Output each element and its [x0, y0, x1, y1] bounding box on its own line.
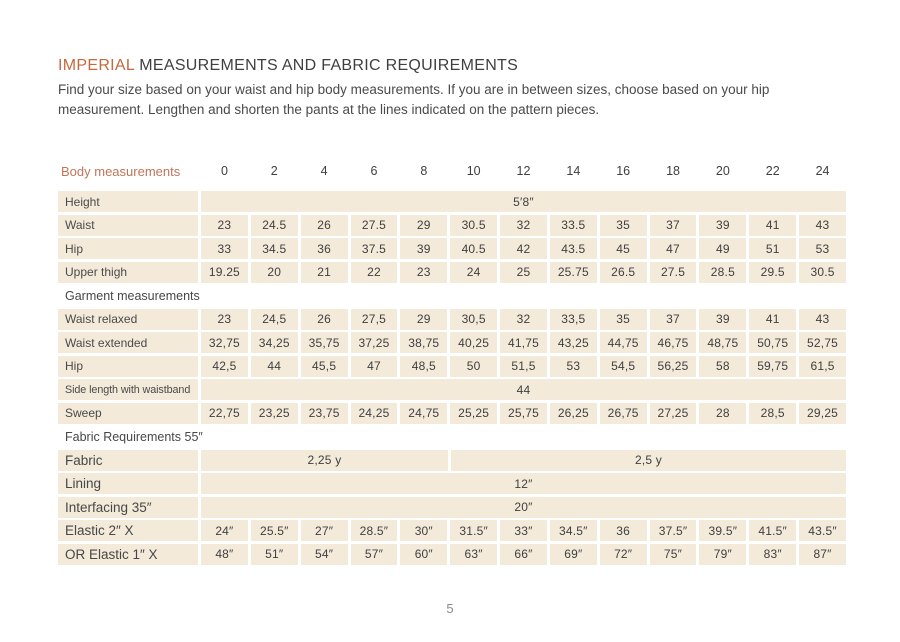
row-label: Height: [58, 191, 198, 212]
value-cell: 35: [600, 215, 647, 236]
value-cell: 45,5: [301, 356, 348, 377]
value-cell: 27,25: [650, 403, 697, 424]
value-cell: 38,75: [400, 332, 447, 353]
size-column-header: 18: [666, 164, 680, 178]
value-cell: 29,25: [799, 403, 846, 424]
value-cell: 43: [799, 215, 846, 236]
value-cell: 40,25: [450, 332, 497, 353]
table-row: [58, 520, 846, 541]
value-cell: 26.5: [600, 262, 647, 283]
size-column-header: 8: [420, 164, 428, 178]
value-cell: 56,25: [650, 356, 697, 377]
value-cell: 21: [301, 262, 348, 283]
value-cell: 33″: [500, 520, 547, 541]
size-column-header: 4: [320, 164, 328, 178]
value-cell: 46,75: [650, 332, 697, 353]
size-column-header: 0: [220, 164, 228, 178]
value-cell: 63″: [450, 544, 497, 565]
value-cell: 24,75: [400, 403, 447, 424]
row-label: Waist extended: [58, 332, 198, 353]
value-cell: 51″: [251, 544, 298, 565]
value-cell: 79″: [699, 544, 746, 565]
size-column-header: 20: [715, 164, 730, 178]
size-column-header: 6: [370, 164, 378, 178]
value-cell: 20: [251, 262, 298, 283]
title-accent: IMPERIAL: [58, 57, 135, 74]
table-row: [58, 544, 846, 565]
value-cell: 19.25: [201, 262, 248, 283]
value-cell: 58: [699, 356, 746, 377]
page-number: 5: [446, 601, 454, 616]
table-row: [58, 215, 846, 236]
value-cell: 39: [699, 309, 746, 330]
row-label: Side length with waistband: [58, 379, 198, 400]
size-column-header: 22: [765, 164, 780, 178]
section-row: [58, 426, 846, 447]
value-cell: 27,5: [351, 309, 398, 330]
value-cell: 37.5″: [650, 520, 697, 541]
value-cell: 54,5: [600, 356, 647, 377]
value-cell: 43: [799, 309, 846, 330]
row-label: Fabric: [58, 450, 198, 471]
value-cell: 83″: [749, 544, 796, 565]
size-column-header: 16: [616, 164, 631, 178]
value-cell: 23,75: [301, 403, 348, 424]
value-cell: 48,75: [699, 332, 746, 353]
value-cell: 48″: [201, 544, 248, 565]
value-cell: 44: [251, 356, 298, 377]
value-cell: 27.5: [351, 215, 398, 236]
value-cell: 50,75: [749, 332, 796, 353]
value-cell: 41.5″: [749, 520, 796, 541]
section-row: [58, 285, 846, 306]
size-column-header: 24: [815, 164, 830, 178]
value-cell: 33,5: [550, 309, 597, 330]
value-cell: 25: [500, 262, 547, 283]
value-cell: 30,5: [450, 309, 497, 330]
value-cell: 32,75: [201, 332, 248, 353]
value-cell: 51,5: [500, 356, 547, 377]
table-row: [58, 473, 846, 494]
value-cell: 33.5: [550, 215, 597, 236]
value-cell: 23: [201, 215, 248, 236]
value-cell: 24,25: [351, 403, 398, 424]
value-cell: 66″: [500, 544, 547, 565]
table-header-row: [58, 160, 846, 182]
size-column-header: 10: [466, 164, 481, 178]
value-cell: 41: [749, 215, 796, 236]
value-cell: 49: [699, 238, 746, 259]
value-cell: 25,25: [450, 403, 497, 424]
size-column-header: 2: [270, 164, 278, 178]
value-cell: 23,25: [251, 403, 298, 424]
value-cell: 29: [400, 309, 447, 330]
table-row: [58, 262, 846, 283]
value-cell: 24″: [201, 520, 248, 541]
merged-value-cell: 20″: [201, 497, 846, 518]
value-cell: 60″: [400, 544, 447, 565]
page-title: [58, 57, 518, 75]
value-cell: 30.5: [450, 215, 497, 236]
value-cell: 39: [400, 238, 447, 259]
value-cell: 40.5: [450, 238, 497, 259]
value-cell: 26,75: [600, 403, 647, 424]
value-cell: 26,25: [550, 403, 597, 424]
value-cell: 32: [500, 309, 547, 330]
size-column-header: 14: [566, 164, 581, 178]
value-cell: 23: [201, 309, 248, 330]
value-cell: 37: [650, 309, 697, 330]
table-row: [58, 379, 846, 400]
value-cell: 72″: [600, 544, 647, 565]
value-cell: 50: [450, 356, 497, 377]
table-row: [58, 309, 846, 330]
value-cell: 23: [400, 262, 447, 283]
value-cell: 28,5: [749, 403, 796, 424]
value-cell: 41,75: [500, 332, 547, 353]
value-cell: 39: [699, 215, 746, 236]
size-column-header: 12: [516, 164, 531, 178]
value-cell: 22: [351, 262, 398, 283]
table-row: [58, 191, 846, 212]
value-cell: 75″: [650, 544, 697, 565]
value-cell: 57″: [351, 544, 398, 565]
value-cell: 48,5: [400, 356, 447, 377]
value-cell: 29.5: [749, 262, 796, 283]
row-label: OR Elastic 1″ X: [58, 544, 198, 565]
value-cell: 51: [749, 238, 796, 259]
value-cell: 30.5: [799, 262, 846, 283]
value-cell: 32: [500, 215, 547, 236]
value-cell: 28.5: [699, 262, 746, 283]
value-cell: 43.5″: [799, 520, 846, 541]
value-cell: 39.5″: [699, 520, 746, 541]
value-cell: 45: [600, 238, 647, 259]
merged-value-cell: 12″: [201, 473, 846, 494]
value-cell: 35: [600, 309, 647, 330]
section-label: Garment measurements: [65, 288, 200, 303]
value-cell: 61,5: [799, 356, 846, 377]
value-cell: 36: [600, 520, 647, 541]
value-cell: 37,25: [351, 332, 398, 353]
value-cell: 53: [550, 356, 597, 377]
table-row: [58, 403, 846, 424]
value-cell: 31.5″: [450, 520, 497, 541]
value-cell: 26: [301, 309, 348, 330]
row-label: Elastic 2″ X: [58, 520, 198, 541]
value-cell: 44,75: [600, 332, 647, 353]
table-row: [58, 356, 846, 377]
table-row: [58, 497, 846, 518]
value-cell: 27″: [301, 520, 348, 541]
row-label: Hip: [58, 356, 198, 377]
merged-value-cell: 2,25 y: [201, 450, 448, 471]
value-cell: 28.5″: [351, 520, 398, 541]
value-cell: 30″: [400, 520, 447, 541]
value-cell: 28: [699, 403, 746, 424]
value-cell: 53: [799, 238, 846, 259]
value-cell: 29: [400, 215, 447, 236]
merged-value-cell: 2,5 y: [451, 450, 846, 471]
value-cell: 24.5: [251, 215, 298, 236]
value-cell: 36: [301, 238, 348, 259]
value-cell: 37.5: [351, 238, 398, 259]
value-cell: 43.5: [550, 238, 597, 259]
value-cell: 22,75: [201, 403, 248, 424]
value-cell: 34,25: [251, 332, 298, 353]
value-cell: 42: [500, 238, 547, 259]
value-cell: 43,25: [550, 332, 597, 353]
value-cell: 34.5″: [550, 520, 597, 541]
value-cell: 37: [650, 215, 697, 236]
value-cell: 47: [351, 356, 398, 377]
table-row: [58, 450, 846, 471]
value-cell: 26: [301, 215, 348, 236]
title-rest: MEASUREMENTS AND FABRIC REQUIREMENTS: [134, 57, 519, 74]
intro-text: Find your size based on your waist and hip body measurements. If you are in between sizes, choose based on your hip measurement. Lengthen and shorten the pants at the lines indicated on the pattern pieces.: [58, 82, 770, 117]
value-cell: 54″: [301, 544, 348, 565]
value-cell: 34.5: [251, 238, 298, 259]
value-cell: 69″: [550, 544, 597, 565]
row-label: Waist: [58, 215, 198, 236]
value-cell: 33: [201, 238, 248, 259]
value-cell: 59,75: [749, 356, 796, 377]
row-label: Waist relaxed: [58, 309, 198, 330]
section-label: Fabric Requirements 55″: [65, 429, 203, 444]
row-label: Interfacing 35″: [58, 497, 198, 518]
value-cell: 25.5″: [251, 520, 298, 541]
row-label: Sweep: [58, 403, 198, 424]
value-cell: 24,5: [251, 309, 298, 330]
measurement-table: [58, 160, 846, 567]
value-cell: 52,75: [799, 332, 846, 353]
row-label: Upper thigh: [58, 262, 198, 283]
row-label: Hip: [58, 238, 198, 259]
merged-value-cell: 44: [201, 379, 846, 400]
value-cell: 87″: [799, 544, 846, 565]
merged-value-cell: 5′8″: [201, 191, 846, 212]
table-row: [58, 332, 846, 353]
value-cell: 42,5: [201, 356, 248, 377]
header-label: Body measurements: [61, 163, 181, 179]
value-cell: 41: [749, 309, 796, 330]
row-label: Lining: [58, 473, 198, 494]
value-cell: 25,75: [500, 403, 547, 424]
table-row: [58, 238, 846, 259]
value-cell: 24: [450, 262, 497, 283]
value-cell: 35,75: [301, 332, 348, 353]
value-cell: 25.75: [550, 262, 597, 283]
value-cell: 27.5: [650, 262, 697, 283]
value-cell: 47: [650, 238, 697, 259]
